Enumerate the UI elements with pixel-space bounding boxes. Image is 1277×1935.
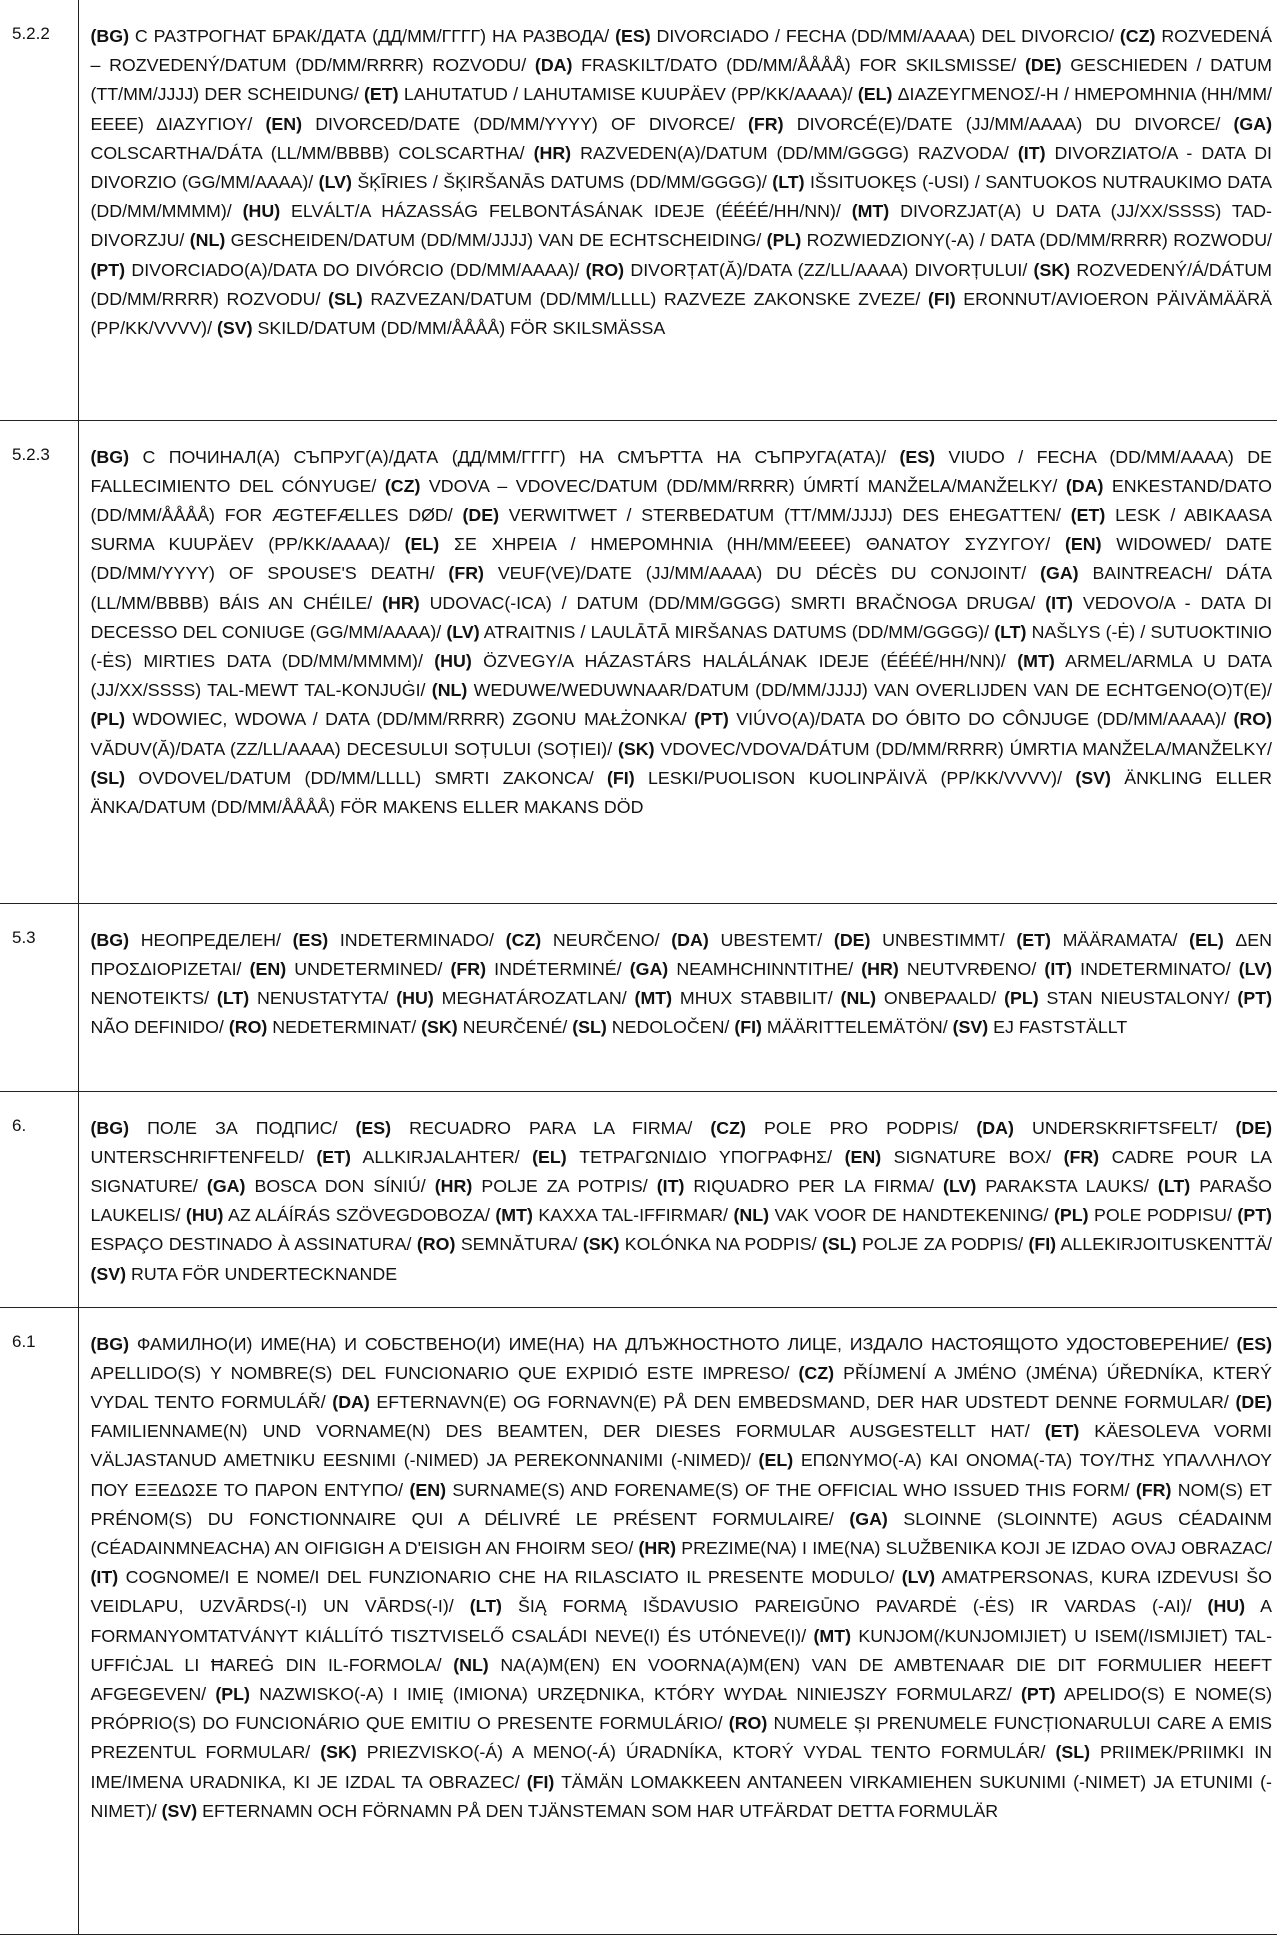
translation-text: NAŠLYS (-Ė) / SUTUOKTINIO (-ĖS) MIRTIES DATA (DD/MM/MMMM)/ xyxy=(90,621,1272,671)
translation-text: PRIEZVISKO(-Á) A MENO(-Á) ÚRADNÍKA, KTORÝ VYDAL TENTO FORMULÁR/ xyxy=(356,1742,1056,1763)
translation-text: MÄÄRITTELEMÄTÖN/ xyxy=(761,1017,953,1038)
language-code: (FR) xyxy=(748,113,784,134)
language-code: (SV) xyxy=(90,1263,127,1284)
item-translations xyxy=(78,0,1277,420)
language-code: (SK) xyxy=(320,1742,357,1763)
translation-text: DIVORCIADO / FECHA (DD/MM/AAAA) DEL DIVORCIO/ xyxy=(650,26,1120,46)
translation-text: PARAKSTA LAUKS/ xyxy=(976,1175,1158,1196)
language-code: (EN) xyxy=(265,113,303,134)
translation-text: NEURČENÉ/ xyxy=(457,1017,573,1038)
language-code: (ES) xyxy=(292,929,329,950)
language-code: (DE) xyxy=(1024,55,1062,76)
translation-text: NÃO DEFINIDO/ xyxy=(90,1017,229,1038)
language-code: (RO) xyxy=(585,259,625,280)
language-code: (SV) xyxy=(952,1017,989,1038)
translation-text: ESPAÇO DESTINADO À ASSINATURA/ xyxy=(90,1234,417,1255)
translation-text: NENOTEIKTS/ xyxy=(90,987,217,1008)
translation-text: ATRAITNIS / LAULĀTĀ MIRŠANAS DATUMS (DD/MM/GGGG)/ xyxy=(479,621,995,642)
translation-text: POLJE ZA POTPIS/ xyxy=(472,1175,657,1196)
translation-text: PARAŠO LAUKELIS/ xyxy=(90,1175,1273,1226)
translation-text: RIQUADRO PER LA FIRMA/ xyxy=(684,1175,944,1196)
translation-text: VEDOVO/A - DATA DI DECESSO DEL CONIUGE (GG/MM/AAAA)/ xyxy=(90,592,1272,642)
language-code: (NL) xyxy=(733,1205,770,1226)
translation-text: NENUSTATYTA/ xyxy=(249,987,397,1008)
language-code: (LV) xyxy=(943,1175,977,1196)
language-code: (DA) xyxy=(1065,475,1104,496)
language-code: (FR) xyxy=(450,958,487,979)
translation-text: NEDETERMINAT/ xyxy=(267,1017,422,1038)
language-code: (PL) xyxy=(90,709,126,730)
language-code: (HR) xyxy=(533,142,572,163)
translation-text: ENKESTAND/DATO (DD/MM/ÅÅÅÅ) FOR ÆGTEFÆLLES DØD/ xyxy=(90,475,1272,525)
translation-text: POLE PODPISU/ xyxy=(1088,1205,1238,1226)
translation-text: RAZVEDEN(A)/DATUM (DD/MM/GGGG) RAZVODA/ xyxy=(571,142,1018,163)
translation-text: MÄÄRAMATA/ xyxy=(1050,929,1190,950)
language-code: (HR) xyxy=(861,958,899,979)
language-code: (PL) xyxy=(766,230,802,251)
translation-text: ÄNKLING ELLER ÄNKA/DATUM (DD/MM/ÅÅÅÅ) FÖR MAKENS ELLER MAKANS DÖD xyxy=(90,767,1272,817)
table-row xyxy=(0,0,1277,420)
translation-text: PŘÍJMENÍ A JMÉNO (JMÉNA) ÚŘEDNÍKA, KTERÝ VYDAL TENTO FORMULÁŘ/ xyxy=(90,1362,1272,1412)
translation-text: LESKI/PUOLISON KUOLINPÄIVÄ (PP/KK/VVVV)/ xyxy=(634,767,1076,788)
language-code: (PT) xyxy=(1021,1683,1056,1704)
language-code: (HR) xyxy=(638,1537,677,1558)
translation-text: TÄMÄN LOMAKKEEN ANTANEEN VIRKAMIEHEN SUKUNIMI (-NIMET) JA ETUNIMI (-NIMET)/ xyxy=(90,1771,1272,1821)
translation-text: AMATPERSONAS, KURA IZDEVUSI ŠO VEIDLAPU, UZVĀRDS(-I) UN VĀRDS(-I)/ xyxy=(90,1567,1272,1617)
language-code: (DA) xyxy=(332,1391,370,1412)
translation-text: NA(A)M(EN) EN VOORNA(A)M(EN) VAN DE AMBTENAAR DIE DIT FORMULIER HEEFT AFGEGEVEN/ xyxy=(90,1654,1273,1704)
item-translations xyxy=(78,1307,1277,1934)
translation-text: SKILD/DATUM (DD/MM/ÅÅÅÅ) FÖR SKILSMÄSSA xyxy=(252,318,666,339)
language-code: (ET) xyxy=(1070,504,1106,525)
language-code: (CZ) xyxy=(798,1362,835,1383)
translation-text: UBESTEMT/ xyxy=(708,929,834,950)
translation-text: VĂDUV(Ă)/DATA (ZZ/LL/AAAA) DECESULUI SOȚULUI (SOȚIEI)/ xyxy=(90,738,618,759)
language-code: (LV) xyxy=(446,621,480,642)
language-code: (LT) xyxy=(772,172,805,193)
translation-text: RUTA FÖR UNDERTECKNANDE xyxy=(126,1263,398,1284)
language-code: (RO) xyxy=(1233,709,1273,730)
translation-text: RECUADRO PARA LA FIRMA/ xyxy=(391,1117,711,1138)
language-code: (SK) xyxy=(618,738,655,759)
language-code: (GA) xyxy=(849,1508,888,1529)
translation-text: GESCHIEDEN / DATUM (TT/MM/JJJJ) DER SCHEIDUNG/ xyxy=(90,55,1272,105)
translation-text: DIVORCIADO(A)/DATA DO DIVÓRCIO (DD/MM/AAAA)/ xyxy=(125,259,586,280)
translation-text: ALLEKIRJOITUSKENTTÄ/ xyxy=(1056,1234,1272,1255)
translation-text: DIVORZJAT(A) U DATA (JJ/XX/SSSS) TAD-DIVORZJU/ xyxy=(90,201,1272,251)
translation-text: AZ ALÁÍRÁS SZÖVEGDOBOZA/ xyxy=(223,1205,496,1226)
translation-text: VIUDO / FECHA (DD/MM/AAAA) DE FALLECIMIENTO DEL CÓNYUGE/ xyxy=(90,446,1272,496)
language-code: (EL) xyxy=(857,84,893,105)
translation-text: WIDOWED/ DATE (DD/MM/YYYY) OF SPOUSE'S DEATH/ xyxy=(90,534,1272,584)
language-code: (IT) xyxy=(656,1175,685,1196)
translation-text: IŠSITUOKĘS (-USI) / SANTUOKOS NUTRAUKIMO DATA (DD/MM/MMMM)/ xyxy=(90,172,1273,222)
language-code: (MT) xyxy=(813,1625,852,1646)
translation-text: KÄESOLEVA VORMI VÄLJASTANUD AMETNIKU EESNIMI (-NIMED) JA PEREKONNANIMI (-NIMED)/ xyxy=(90,1421,1272,1471)
translation-text: ÖZVEGY/A HÁZASTÁRS HALÁLÁNAK IDEJE (ÉÉÉÉ/HH/NN)/ xyxy=(471,650,1018,671)
translation-text: NEUTVRĐENO/ xyxy=(898,958,1045,979)
item-number: 5.3 xyxy=(0,903,78,1091)
translation-text: UDOVAC(-ICA) / DATUM (DD/MM/GGGG) SMRTI BRAČNOGA DRUGA/ xyxy=(419,592,1046,613)
language-code: (BG) xyxy=(90,929,130,950)
translation-text: DIVORCÉ(E)/DATE (JJ/MM/AAAA) DU DIVORCE/ xyxy=(783,113,1234,134)
translation-text: NEAMHCHINNTITHE/ xyxy=(668,958,862,979)
table-row xyxy=(0,903,1277,1091)
translation-text: VIÚVO(A)/DATA DO ÓBITO DO CÔNJUGE (DD/MM/AAAA)/ xyxy=(728,709,1234,730)
language-code: (HU) xyxy=(434,650,472,671)
language-code: (FR) xyxy=(448,563,484,584)
translation-text: SIGNATURE BOX/ xyxy=(881,1146,1064,1167)
language-code: (HR) xyxy=(434,1175,473,1196)
translation-text: ΤΕΤΡΑΓΩΝΙΔΙΟ ΥΠΟΓΡΑΦΗΣ/ xyxy=(566,1146,845,1167)
translation-text: EJ FASTSTÄLLT xyxy=(988,1017,1128,1038)
translation-text: PRIIMEK/PRIIMKI IN IME/IMENA URADNIKA, KI JE IZDAL TA OBRAZEC/ xyxy=(90,1742,1272,1792)
language-code: (NL) xyxy=(431,680,468,701)
translation-text: BOSCA DON SÍNIÚ/ xyxy=(245,1175,435,1196)
language-code: (LV) xyxy=(1238,958,1272,979)
translation-text: WDOWIEC, WDOWA / DATA (DD/MM/RRRR) ZGONU MAŁŻONKA/ xyxy=(125,709,695,730)
language-code: (DA) xyxy=(534,55,573,76)
language-code: (EN) xyxy=(249,958,287,979)
language-code: (LT) xyxy=(216,987,250,1008)
translation-text: UNDETERMINED/ xyxy=(286,958,451,979)
language-code: (BG) xyxy=(90,26,130,46)
language-code: (BG) xyxy=(90,1333,130,1354)
language-code: (PL) xyxy=(215,1683,250,1704)
language-code: (SK) xyxy=(582,1234,620,1255)
language-code: (GA) xyxy=(206,1175,246,1196)
translation-text: ПОЛЕ ЗА ПОДПИС/ xyxy=(129,1117,356,1138)
language-code: (ET) xyxy=(1044,1421,1080,1442)
translation-text: VEUF(VE)/DATE (JJ/MM/AAAA) DU DÉCÈS DU CONJOINT/ xyxy=(483,563,1041,584)
language-code: (IT) xyxy=(90,1567,119,1588)
language-code: (FI) xyxy=(607,767,635,788)
language-code: (SV) xyxy=(216,318,253,339)
translation-text: ŠĶĪRIES / ŠĶIRŠANĀS DATUMS (DD/MM/GGGG)/ xyxy=(351,172,773,193)
language-code: (DE) xyxy=(1235,1391,1272,1412)
translation-text: OVDOVEL/DATUM (DD/MM/LLLL) SMRTI ZAKONCA/ xyxy=(125,767,608,788)
language-code: (LT) xyxy=(994,621,1027,642)
language-code: (EL) xyxy=(532,1146,567,1167)
language-code: (RO) xyxy=(728,1713,768,1734)
translation-text: KOLÓNKA NA PODPIS/ xyxy=(619,1234,822,1255)
language-code: (PL) xyxy=(1004,987,1039,1008)
language-code: (HR) xyxy=(382,592,420,613)
language-code: (HU) xyxy=(242,201,281,222)
language-code: (GA) xyxy=(1040,563,1079,584)
language-code: (DE) xyxy=(833,929,871,950)
language-code: (NL) xyxy=(189,230,226,251)
translation-text: ΔΕΝ ΠΡΟΣΔΙΟΡΙΖΕΤΑΙ/ xyxy=(90,929,1273,979)
language-code: (DE) xyxy=(1235,1117,1273,1138)
language-code: (DA) xyxy=(671,929,709,950)
language-code: (ET) xyxy=(364,84,399,105)
table-row xyxy=(0,1091,1277,1307)
language-code: (IT) xyxy=(1044,958,1073,979)
translation-text: INDETERMINATO/ xyxy=(1072,958,1239,979)
translation-text: ONBEPAALD/ xyxy=(876,987,1005,1008)
translation-text: INDETERMINADO/ xyxy=(328,929,506,950)
language-code: (EL) xyxy=(404,534,440,555)
item-translations xyxy=(78,1091,1277,1307)
language-code: (SL) xyxy=(572,1017,607,1038)
translation-text: SEMNĂTURA/ xyxy=(455,1234,583,1255)
translation-text: ŠIĄ FORMĄ IŠDAVUSIO PAREIGŪNO PAVARDĖ (-ĖS) IR VARDAS (-AI)/ xyxy=(501,1596,1208,1617)
language-code: (EN) xyxy=(1064,534,1102,555)
language-code: (LT) xyxy=(469,1596,502,1617)
translation-text: ΣΕ ΧΗΡΕΙΑ / ΗΜΕΡΟΜΗΝΙΑ (ΗΗ/ΜΜ/ΕΕΕΕ) ΘΑΝΑΤΟΥ ΣΥΖΥΓΟΥ/ xyxy=(439,534,1065,555)
translation-text: ROZVEDENÁ – ROZVEDENÝ/DATUM (DD/MM/RRRR) ROZVODU/ xyxy=(90,26,1272,76)
language-code: (PT) xyxy=(694,709,729,730)
language-code: (NL) xyxy=(453,1654,489,1675)
translation-text: VAK VOOR DE HANDTEKENING/ xyxy=(769,1205,1054,1226)
language-code: (GA) xyxy=(629,958,669,979)
translation-text: ROZWIEDZIONY(-A) / DATA (DD/MM/RRRR) ROZWODU/ xyxy=(801,230,1272,251)
translation-text: BAINTREACH/ DÁTA (LL/MM/BBBB) BÁIS AN CHÉILE/ xyxy=(90,563,1273,613)
language-code: (CZ) xyxy=(384,475,421,496)
language-code: (NL) xyxy=(840,987,877,1008)
language-code: (ES) xyxy=(615,26,651,46)
translation-text: INDÉTERMINÉ/ xyxy=(486,958,630,979)
language-code: (IT) xyxy=(1017,142,1046,163)
language-code: (FR) xyxy=(1063,1146,1100,1167)
language-code: (CZ) xyxy=(505,929,542,950)
translation-text: MEGHATÁROZATLAN/ xyxy=(433,987,635,1008)
translation-text: EFTERNAMN OCH FÖRNAMN PÅ DEN TJÄNSTEMAN SOM HAR UTFÄRDAT DETTA FORMULÄR xyxy=(197,1800,999,1821)
language-code: (ES) xyxy=(899,446,936,467)
language-code: (GA) xyxy=(1233,113,1272,134)
language-code: (EN) xyxy=(409,1479,447,1500)
translation-text: APELLIDO(S) Y NOMBRE(S) DEL FUNCIONARIO QUE EXPIDIÓ ESTE IMPRESO/ xyxy=(90,1362,799,1383)
language-code: (PT) xyxy=(90,259,126,280)
language-code: (EL) xyxy=(1189,929,1224,950)
language-code: (RO) xyxy=(416,1234,456,1255)
language-code: (SK) xyxy=(421,1017,458,1038)
item-translations xyxy=(78,903,1277,1091)
translation-text: POLJE ZA PODPIS/ xyxy=(856,1234,1029,1255)
language-code: (PT) xyxy=(1237,987,1272,1008)
translation-text: FRASKILT/DATO (DD/MM/ÅÅÅÅ) FOR SKILSMISSE/ xyxy=(572,55,1025,76)
language-code: (ET) xyxy=(316,1146,351,1167)
translation-text: PREZIME(NA) I IME(NA) SLUŽBENIKA KOJI JE IZDAO OVAJ OBRAZAC/ xyxy=(676,1537,1272,1558)
item-translations xyxy=(78,420,1277,903)
table-row xyxy=(0,1307,1277,1934)
translation-text: VERWITWET / STERBEDATUM (TT/MM/JJJJ) DES EHEGATTEN/ xyxy=(499,504,1071,525)
language-code: (PL) xyxy=(1053,1205,1089,1226)
translation-text: RAZVEZAN/DATUM (DD/MM/LLLL) RAZVEZE ZAKONSKE ZVEZE/ xyxy=(362,288,928,309)
translation-text: COGNOME/I E NOME/I DEL FUNZIONARIO CHE HA RILASCIATO IL PRESENTE MODULO/ xyxy=(118,1567,902,1588)
language-code: (ET) xyxy=(1016,929,1051,950)
language-code: (CZ) xyxy=(710,1117,746,1138)
language-code: (LV) xyxy=(901,1567,936,1588)
language-code: (FI) xyxy=(734,1017,762,1038)
language-code: (IT) xyxy=(1045,592,1073,613)
language-code: (DE) xyxy=(462,504,499,525)
language-code: (CZ) xyxy=(1119,26,1156,46)
language-code: (HU) xyxy=(185,1205,224,1226)
translation-text: KAXXA TAL-IFFIRMAR/ xyxy=(532,1205,734,1226)
language-code: (DA) xyxy=(976,1117,1014,1138)
translation-text: ROZVEDENÝ/Á/DÁTUM (DD/MM/RRRR) ROZVODU/ xyxy=(90,259,1272,309)
translation-text: ΕΠΩΝΥΜΟ(-Α) ΚΑΙ ΟΝΟΜΑ(-ΤΑ) ΤΟΥ/ΤΗΣ ΥΠΑΛΛΗΛΟΥ ΠΟΥ ΕΞΕΔΩΣΕ ΤΟ ΠΑΡΟΝ ΕΝΤΥΠΟ/ xyxy=(90,1450,1272,1500)
translation-text: ARMEL/ARMLA U DATA (JJ/XX/SSSS) TAL-MEWT TAL-KONJUĠI/ xyxy=(90,650,1273,701)
language-code: (SV) xyxy=(1075,767,1111,788)
language-code: (LT) xyxy=(1157,1175,1191,1196)
translation-text: ΔΙΑΖΕΥΓΜΕΝΟΣ/-Η / ΗΜΕΡΟΜΗΝΙΑ (ΗΗ/ΜΜ/ΕΕΕΕ) ΔΙΑΖΥΓΙΟΥ/ xyxy=(90,84,1272,134)
translation-text: С ПОЧИНАЛ(А) СЪПРУГ(А)/ДАТА (ДД/ММ/ГГГГ) НА СМЪРТТА НА СЪПРУГА(АТА)/ xyxy=(129,446,900,467)
translation-text: UNBESTIMMT/ xyxy=(870,929,1017,950)
translation-text: FAMILIENNAME(N) UND VORNAME(N) DES BEAMTEN, DER DIESES FORMULAR AUSGESTELLT HAT/ xyxy=(90,1421,1045,1442)
language-code: (FR) xyxy=(1135,1479,1172,1500)
language-code: (FI) xyxy=(927,288,956,309)
language-code: (SL) xyxy=(1055,1742,1091,1763)
language-code: (ES) xyxy=(1236,1333,1272,1354)
language-code: (HU) xyxy=(396,987,434,1008)
translation-text: CADRE POUR LA SIGNATURE/ xyxy=(90,1146,1272,1196)
language-code: (BG) xyxy=(90,446,130,467)
language-code: (MT) xyxy=(1017,650,1055,671)
translation-text: STAN NIEUSTALONY/ xyxy=(1038,987,1238,1008)
language-code: (ES) xyxy=(355,1117,392,1138)
language-code: (FI) xyxy=(526,1771,555,1792)
translation-text: LAHUTATUD / LAHUTAMISE KUUPÄEV (PP/KK/AAAA)/ xyxy=(398,84,858,105)
translation-text: VDOVA – VDOVEC/DATUM (DD/MM/RRRR) ÚMRTÍ MANŽELA/MANŽELKY/ xyxy=(420,475,1066,496)
language-code: (MT) xyxy=(851,201,890,222)
translation-text: ALLKIRJALAHTER/ xyxy=(350,1146,533,1167)
item-number: 6. xyxy=(0,1091,78,1307)
translation-text: APELIDO(S) E NOME(S) PRÓPRIO(S) DO FUNCIONÁRIO QUE EMITIU O PRESENTE FORMULÁRIO/ xyxy=(90,1683,1272,1734)
language-code: (HU) xyxy=(1207,1596,1246,1617)
language-code: (EL) xyxy=(758,1450,794,1471)
translation-text: NEDOLOČEN/ xyxy=(606,1017,735,1038)
language-code: (PT) xyxy=(1237,1205,1272,1226)
translation-text: GESCHEIDEN/DATUM (DD/MM/JJJJ) VAN DE ECHTSCHEIDING/ xyxy=(225,230,767,251)
language-code: (SL) xyxy=(821,1234,857,1255)
translation-text: ФАМИЛНО(И) ИМЕ(НА) И СОБСТВЕНО(И) ИМЕ(НА) НА ДЛЪЖНОСТНОТО ЛИЦЕ, ИЗДАЛО НАСТОЯЩОТО УДОСТОВЕРЕНИЕ/ xyxy=(129,1333,1237,1354)
translation-text: DIVORZIATO/A - DATA DI DIVORZIO (GG/MM/AAAA)/ xyxy=(90,142,1272,193)
translation-text: ERONNUT/AVIOERON PÄIVÄMÄÄRÄ (PP/KK/VVVV)/ xyxy=(90,288,1272,339)
language-code: (MT) xyxy=(495,1205,533,1226)
translation-text: ELVÁLT/A HÁZASSÁG FELBONTÁSÁNAK IDEJE (ÉÉÉÉ/HH/NN)/ xyxy=(280,201,852,222)
translation-text: NUMELE ȘI PRENUMELE FUNCȚIONARULUI CARE A EMIS PREZENTUL FORMULAR/ xyxy=(90,1713,1272,1763)
translation-text: UNDERSKRIFTSFELT/ xyxy=(1013,1117,1236,1138)
translation-text: SURNAME(S) AND FORENAME(S) OF THE OFFICIAL WHO ISSUED THIS FORM/ xyxy=(446,1479,1136,1500)
translation-text: NOM(S) ET PRÉNOM(S) DU FONCTIONNAIRE QUI A DÉLIVRÉ LE PRÉSENT FORMULAIRE/ xyxy=(90,1479,1272,1529)
translation-text: COLSCARTHA/DÁTA (LL/MM/BBBB) COLSCARTHA/ xyxy=(90,142,534,163)
translation-text: DIVORȚAT(Ă)/DATA (ZZ/LL/AAAA) DIVORȚULUI/ xyxy=(624,259,1034,280)
translation-text: SLOINNE (SLOINNTE) AGUS CÉADAINM (CÉADAINMNEACHA) AN OIFIGIGH A D'EISIGH AN FHOIRM SEO/ xyxy=(90,1508,1272,1558)
translation-text: WEDUWE/WEDUWNAAR/DATUM (DD/MM/JJJJ) VAN OVERLIJDEN VAN DE ECHTGENO(O)T(E)/ xyxy=(467,680,1272,701)
translation-text: DIVORCED/DATE (DD/MM/YYYY) OF DIVORCE/ xyxy=(302,113,748,134)
translation-text: A FORMANYOMTATVÁNYT KIÁLLÍTÓ TISZTVISELŐ CSALÁDI NEVE(I) ÉS UTÓNEVE(I)/ xyxy=(90,1596,1272,1646)
language-code: (FI) xyxy=(1028,1234,1057,1255)
translation-text: MHUX STABBILIT/ xyxy=(672,987,841,1008)
translation-text: VDOVEC/VDOVA/DÁTUM (DD/MM/RRRR) ÚMRTIA MANŽELA/MANŽELKY/ xyxy=(654,738,1272,759)
language-code: (SV) xyxy=(161,1800,198,1821)
translation-text: NAZWISKO(-A) I IMIĘ (IMIONA) URZĘDNIKA, KTÓRY WYDAŁ NINIEJSZY FORMULARZ/ xyxy=(249,1683,1021,1704)
translation-text: POLE PRO PODPIS/ xyxy=(745,1117,977,1138)
language-code: (SL) xyxy=(90,767,126,788)
language-code: (BG) xyxy=(90,1117,130,1138)
language-code: (RO) xyxy=(228,1017,268,1038)
item-number: 5.2.2 xyxy=(0,0,78,420)
translation-text: С РАЗТРОГНАТ БРАК/ДАТА (ДД/ММ/ГГГГ) НА РАЗВОДА/ xyxy=(129,26,616,46)
translation-text: LESK / ABIKAASA SURMA KUUPÄEV (PP/KK/AAAA)/ xyxy=(90,504,1272,555)
language-code: (SL) xyxy=(328,288,363,309)
item-number: 5.2.3 xyxy=(0,420,78,903)
translation-text: UNTERSCHRIFTENFELD/ xyxy=(90,1146,317,1167)
item-number: 6.1 xyxy=(0,1307,78,1934)
language-code: (LV) xyxy=(318,172,352,193)
language-code: (MT) xyxy=(634,987,673,1008)
translation-text: НЕОПРЕДЕЛЕН/ xyxy=(129,929,293,950)
translation-text: NEURČENO/ xyxy=(541,929,672,950)
table-row xyxy=(0,420,1277,903)
language-code: (SK) xyxy=(1033,259,1071,280)
translation-text: EFTERNAVN(E) OG FORNAVN(E) PÅ DEN EMBEDSMAND, DER HAR UDSTEDT DENNE FORMULAR/ xyxy=(369,1391,1236,1412)
language-code: (EN) xyxy=(844,1146,882,1167)
translation-text: KUNJOM(/KUNJOMIJIET) U ISEM(/ISMIJIET) TAL-UFFIĊJAL LI ĦAREĠ DIN IL-FORMOLA/ xyxy=(90,1625,1272,1675)
